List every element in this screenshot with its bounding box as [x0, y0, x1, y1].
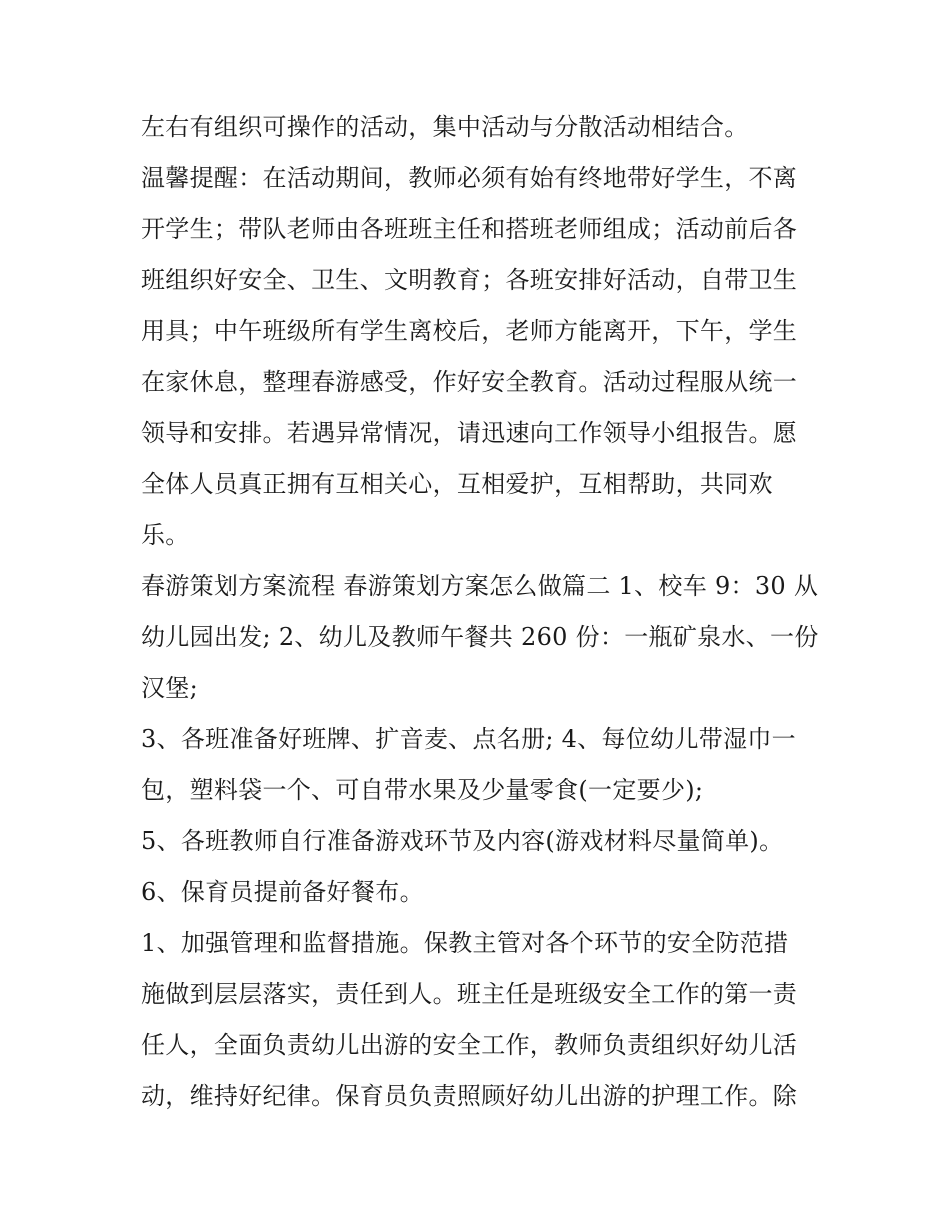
text-line: 6、保育员提前备好餐布。: [141, 878, 424, 906]
text-line: 左右有组织可操作的活动，集中活动与分散活动相结合。: [141, 113, 749, 141]
text-line: 汉堡;: [141, 674, 198, 702]
text-line: 开学生；带队老师由各班班主任和搭班老师组成；活动前后各: [141, 215, 798, 243]
text-line: 温馨提醒：在活动期间，教师必须有始有终地带好学生，不离: [141, 164, 798, 192]
text-line: 施做到层层落实，责任到人。班主任是班级安全工作的第一责: [141, 980, 798, 1008]
text-line: 全体人员真正拥有互相关心，互相爱护，互相帮助，共同欢: [141, 470, 773, 498]
text-line: 包，塑料袋一个、可自带水果及少量零食(一定要少);: [141, 776, 704, 804]
text-line: 班组织好安全、卫生、文明教育；各班安排好活动，自带卫生: [141, 266, 798, 294]
text-line: 乐。: [141, 521, 190, 549]
text-line: 1、加强管理和监督措施。保教主管对各个环节的安全防范措: [141, 929, 789, 957]
document-body: [141, 102, 821, 1122]
text-line: 用具；中午班级所有学生离校后，老师方能离开，下午，学生: [141, 317, 798, 345]
text-line: 在家休息，整理春游感受，作好安全教育。活动过程服从统一: [141, 368, 798, 396]
text-line: 3、各班准备好班牌、扩音麦、点名册; 4、每位幼儿带湿巾一: [141, 725, 796, 753]
text-line: 春游策划方案流程 春游策划方案怎么做篇二 1、校车 9：30 从: [141, 572, 819, 600]
text-line: 动，维持好纪律。保育员负责照顾好幼儿出游的护理工作。除: [141, 1082, 798, 1110]
text-line: 5、各班教师自行准备游戏环节及内容(游戏材料尽量简单)。: [141, 827, 784, 855]
text-line: 幼儿园出发; 2、幼儿及教师午餐共 260 份：一瓶矿泉水、一份: [141, 623, 819, 651]
text-line: 领导和安排。若遇异常情况，请迅速向工作领导小组报告。愿: [141, 419, 798, 447]
text-line: 任人，全面负责幼儿出游的安全工作，教师负责组织好幼儿活: [141, 1031, 798, 1059]
